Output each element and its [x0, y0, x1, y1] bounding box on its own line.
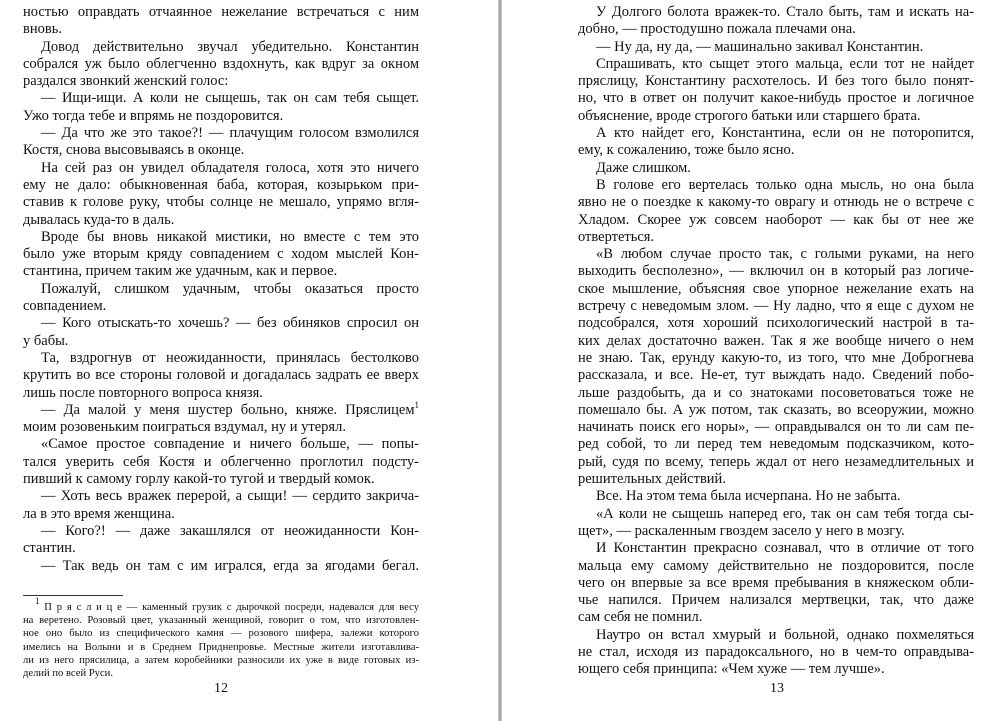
text-line: дывалась куда-то в даль. — [23, 211, 175, 228]
text-line: пряслицу, Константину расхотелось. И без того было понят- — [578, 73, 974, 90]
text-line: — Кого отыскать-то хочешь? — без обиняков спросил он — [41, 315, 419, 332]
text-line: встречу с неведомым злом. — Ну ладно, что я еще с духом не — [578, 298, 974, 315]
text-line: — Кого?! — даже закашлялся от неожиданности Кон- — [41, 522, 419, 539]
text-line: ностью оправдать отчаянное нежелание встречаться с ним — [23, 4, 419, 20]
text-line: но, что в ответ он получит какое-нибудь простое и логичное — [578, 90, 974, 107]
text-line: собрался уж было облегченно вздохнуть, как вдруг за окном — [23, 55, 419, 72]
footnote-line: делий по всей Руси. — [23, 667, 113, 679]
text-line: начинать поиск его норы», — оправдывался он то ли сам пе- — [578, 419, 974, 436]
text-line: ред собой, то ли перед тем неведомым подсказчиком, кото- — [578, 436, 974, 453]
text-line: выходить бесполезно», — включил он в который раз логиче- — [578, 263, 974, 280]
footnote-line: ли из него прясилица, а затем коробейники разносили их уже в виде готовых из- — [23, 654, 419, 666]
text-line: было уже вторым кряду совпадением с ходом мыслей Кон- — [23, 246, 419, 263]
text-line: — Хоть весь вражек перерой, а сыщи! — сердито закрича- — [41, 488, 419, 505]
text-line: ющего себя принципа: «Чем хуже — тем лучше». — [578, 661, 885, 678]
text-line: моим розовеньким поиграться вздумал, ну и утерял. — [23, 419, 346, 436]
text-line: Хладом. Скорее уж совсем наоборот — как бы от нее же — [578, 211, 974, 228]
footnote-line: имелись на Волыни и в Среднем Приднепровье. Местные жители изготавлива- — [23, 641, 419, 653]
page-number-left: 12 — [214, 681, 228, 696]
text-line: Та, вздрогнув от неожиданности, принялась бестолково — [41, 349, 419, 366]
text-line: крутить во все стороны головой и догадалась задрать ее вверх — [23, 367, 419, 384]
text-line: — Да малой у меня шустер больно, княже. Пряслицем$^1$ — [41, 399, 419, 418]
text-line: рассказала, и все. Не-ет, тут выждать надо. Сведений побо- — [578, 367, 974, 384]
text-line: — Ну да, ну да, — машинально закивал Константин. — [596, 38, 924, 55]
text-line: мальца ему самому действительно не поздоровится, после — [578, 557, 974, 574]
text-line: «В любом случае просто так, с голыми руками, на него — [596, 246, 974, 263]
text-line: ла в это время женщина. — [23, 505, 175, 522]
text-line: льше раздобыть, да и со знатоками посоветоваться тоже не — [578, 384, 974, 401]
text-line: сам себя не помнил. — [578, 609, 703, 626]
text-line: добно, — простодушно пожала плечами она. — [578, 21, 856, 38]
text-line: лишь после повторного вопроса князя. — [23, 384, 263, 401]
text-line: Ужо тогда тебе и впрямь не поздоровится. — [23, 107, 284, 124]
text-line: «А коли не сыщешь наперед его, так он сам тебя тогда сы- — [596, 505, 974, 522]
left-page-text — [23, 4, 419, 575]
text-line: А кто найдет его, Константина, если он не поторопится, — [596, 125, 974, 142]
text-line: — Так ведь он там с им игрался, егда за ягодами бегал. — [41, 557, 419, 574]
text-line: Все. На этом тема была исчерпана. Но не забыта. — [596, 488, 901, 505]
text-line: — Ищи-ищи. А коли не сыщешь, так он сам тебя сыщет. — [41, 90, 419, 107]
text-line: — Да что же это такое?! — плачущим голосом взмолился — [41, 125, 419, 142]
page-number-right: 13 — [770, 681, 784, 696]
text-line: совпадением. — [23, 298, 107, 315]
text-line: явно не о поездке к какому-то оврагу и отнюдь не о встрече с — [578, 194, 974, 211]
footnote — [23, 596, 419, 680]
text-line: ему, к сожалению, тоже было ясно. — [578, 142, 795, 159]
right-page-text — [578, 4, 974, 679]
footnote-line: $^1$ П р я с л и ц е — каменный грузик с дырочкой посреди, надевался для весу — [35, 596, 419, 613]
text-line: Наутро он встал хмурый и больной, однако похмеляться — [596, 626, 974, 643]
text-line: рый, судя по всему, теперь ждал от него незамедлительных и — [578, 453, 974, 470]
text-line: стантина, причем таким же удачным, как и первое. — [23, 263, 338, 280]
text-line: подсобрался, хотя хороший психологический настрой в та- — [578, 315, 974, 332]
text-line: отвертеться. — [578, 228, 655, 245]
text-line: Довод действительно звучал убедительно. Константин — [41, 38, 419, 55]
text-line: ставив к голове руку, чтобы солнце не мешало, упрямо вгля- — [23, 194, 419, 211]
text-line: раздался звонкий женский голос: — [23, 73, 229, 90]
text-line: пивший к самому горлу какой-то тугой и твердый комок. — [23, 471, 375, 488]
text-line: Даже слишком. — [596, 159, 691, 176]
text-line: чье напился. Причем нализался мертвецки, так, что даже — [578, 592, 974, 609]
right-page — [502, 0, 1000, 721]
text-line: помешало бы. А уж потом, так сказать, во всеоружии, можно — [578, 401, 974, 418]
text-line: Пожалуй, слишком удачным, чтобы оказаться просто — [41, 280, 419, 297]
text-line: щет», — раскаленным гвоздем засело у него в мозгу. — [578, 522, 905, 539]
text-line: объяснение, вроде строгого батьки или старшего брата. — [578, 107, 921, 124]
text-line: стантин. — [23, 540, 76, 557]
text-line: не знаю. Так, ерунду какую-то, из того, что мне Доброгнева — [578, 349, 974, 366]
text-line: ское мышление, объясняя свое упорное нежелание ехать на — [578, 280, 974, 297]
text-line: ких делах достаточно важен. Так я же вообще ничего о нем — [578, 332, 974, 349]
footnote-line: на веретено. Розовый цвет, указанный женщиной, говорит о том, что изготовлен- — [23, 615, 419, 627]
text-line: тался уверить себя Костя и облегченно проглотил подсту- — [23, 453, 419, 470]
footnote-line: ное оно было из специфического камня — розового шифера, залежи которого — [23, 628, 419, 640]
text-line: решительных действий. — [578, 471, 726, 488]
text-line: И Константин прекрасно сознавал, что в отличие от того — [596, 540, 974, 557]
text-line: у бабы. — [23, 332, 69, 349]
left-page — [0, 0, 498, 721]
text-line: У Долгого болота вражек-то. Стало быть, там и искать на- — [596, 4, 974, 20]
text-line: Костя, снова высовываясь в оконце. — [23, 142, 245, 159]
text-line: вновь. — [23, 21, 62, 38]
text-line: «Самое простое совпадение и ничего больше, — попы- — [41, 436, 419, 453]
text-line: Вроде бы вновь никакой мистики, но вместе с тем это — [41, 228, 419, 245]
text-line: чего он впервые за все время пребывания в княжеском обли- — [578, 574, 974, 591]
text-line: На сей раз он увидел обладателя голоса, хотя это ничего — [41, 159, 419, 176]
text-line: Спрашивать, кто сыщет этого мальца, если тот не найдет — [596, 55, 974, 72]
text-line: ему не дало: обыкновенная баба, которая, козырьком при- — [23, 176, 419, 193]
text-line: В голове его вертелась только одна мысль, но она была — [596, 176, 974, 193]
text-line: не стал, исходя из парадоксального, но в чем-то оправдыва- — [578, 643, 974, 660]
